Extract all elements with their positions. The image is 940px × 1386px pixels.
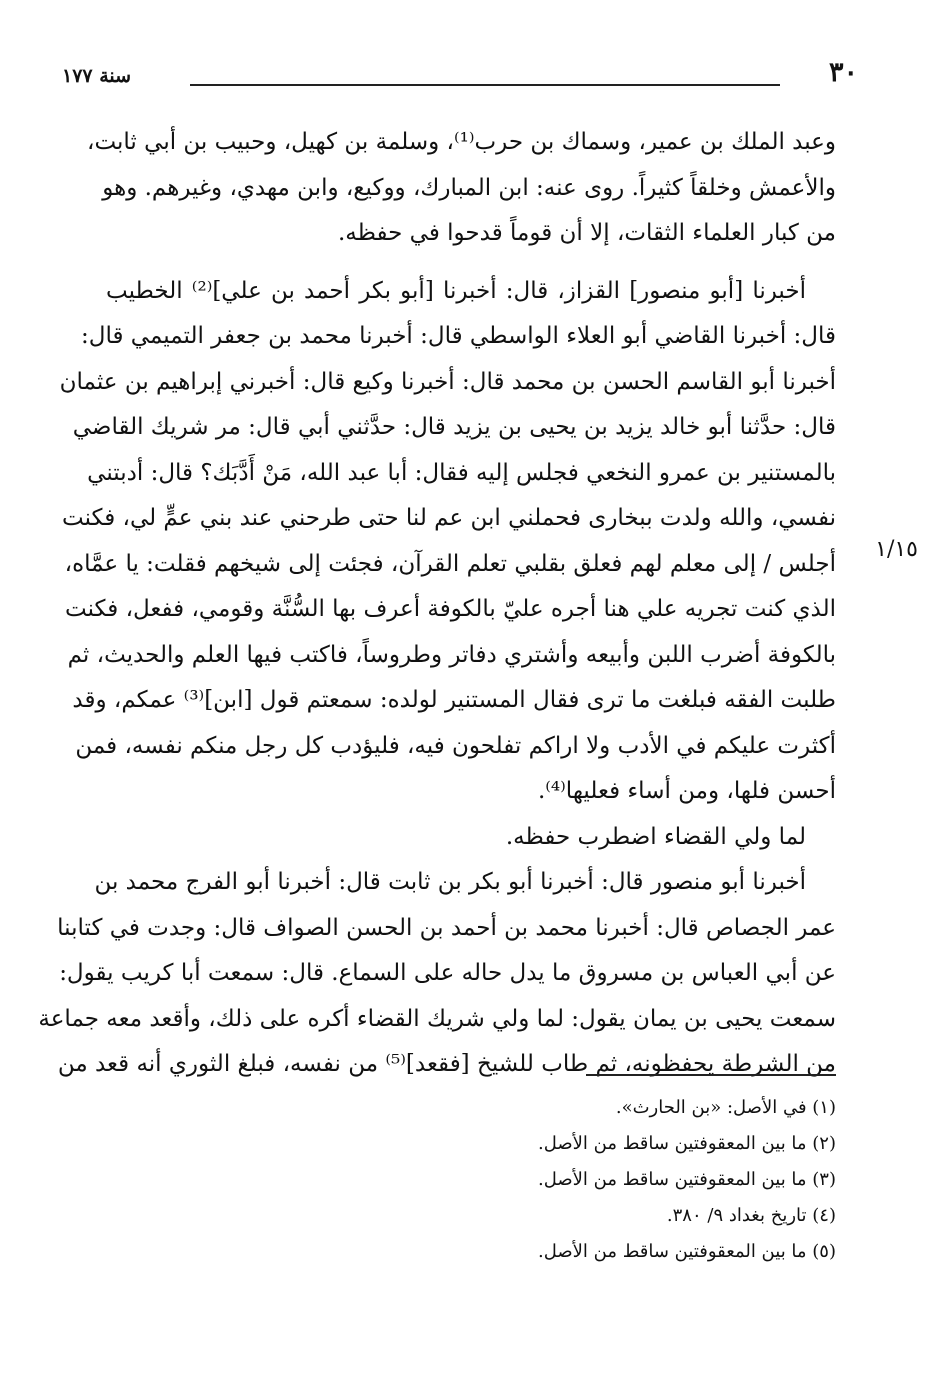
page-number: ٣٠ bbox=[828, 57, 858, 88]
main-text bbox=[38, 120, 836, 1088]
text-line: أخبرنا [أبو منصور] القزاز، قال: أخبرنا [أبو بكر أحمد بن علي]⁽²⁾ الخطيب bbox=[106, 277, 806, 304]
text-line: عن أبي العباس بن مسروق ما يدل حاله على السماع. قال: سمعت أبا كريب يقول: bbox=[59, 960, 836, 986]
margin-folio-note: ١/١٥ bbox=[875, 537, 918, 562]
text-line: نفسي، والله ولدت ببخارى فحملني ابن عم لنا حتى طرحني عند بني عمٍّ لي، فكنت bbox=[61, 505, 836, 531]
text-line: والأعمش وخلقاً كثيراً. روى عنه: ابن المبارك، ووكيع، وابن مهدي، وغيرهم. وهو bbox=[102, 174, 836, 201]
text-line: من الشرطة يحفظونه، ثم طاب للشيخ [فقعد]⁽⁵⁾ من نفسه، فبلغ الثوري أنه قعد من bbox=[57, 1051, 836, 1077]
text-line: أخبرنا أبو منصور قال: أخبرنا أبو بكر بن ثابت قال: أخبرنا أبو الفرج محمد بن bbox=[94, 869, 806, 895]
text-line: قال: أخبرنا القاضي أبو العلاء الواسطي قال: أخبرنا محمد بن جعفر التميمي قال: bbox=[81, 323, 836, 349]
text-line: بالمستنير بن عمرو النخعي فجلس إليه فقال: أبا عبد الله، مَنْ أَدَّبَك؟ قال: أدبتني bbox=[87, 459, 836, 486]
text-line: لما ولي القضاء اضطرب حفظه. bbox=[505, 823, 806, 850]
header-rule bbox=[190, 84, 780, 86]
footnote-separator bbox=[586, 1074, 836, 1076]
text-line: قال: حدَّثنا أبو خالد يزيد بن يحيى بن يزيد قال: حدَّثني أبي قال: مر شريك القاضي bbox=[72, 414, 836, 440]
text-line: أخبرنا أبو القاسم الحسن بن محمد قال: أخبرنا وكيع قال: أخبرني إبراهيم بن عثمان bbox=[59, 368, 836, 395]
paragraph-gap bbox=[106, 257, 836, 269]
text-line: أكثرت عليكم في الأدب ولا اراكم تفلحون فيه، فليؤدب كل رجل منكم نفسه، فمن bbox=[75, 732, 836, 759]
footnote: (٤) تاريخ بغداد ٩/ ٣٨٠. bbox=[666, 1205, 836, 1226]
text-line: طلبت الفقه فبلغت ما ترى فقال المستنير لولده: سمعتم قول [ابن]⁽³⁾ عمكم، وقد bbox=[72, 687, 836, 713]
text-line: سمعت يحيى بن يمان يقول: لما ولي شريك القضاء أكره على ذلك، وأقعد معه جماعة bbox=[38, 1005, 836, 1032]
page-header bbox=[62, 58, 858, 92]
text-line: الذي كنت تجريه علي هنا أجره عليّ بالكوفة أعرف بها السُّنَّة وقومي، ففعل، فكنت bbox=[65, 596, 836, 622]
running-head: سنة ١٧٧ bbox=[62, 65, 132, 87]
text-line: عمر الجصاص قال: أخبرنا محمد بن أحمد بن الحسن الصواف قال: وجدت في كتابنا bbox=[57, 914, 836, 941]
footnote: (١) في الأصل: «بن الحارث». bbox=[615, 1097, 836, 1118]
text-line: من كبار العلماء الثقات، إلا أن قوماً قدحوا في حفظه. bbox=[338, 220, 836, 246]
text-line: وعبد الملك بن عمير، وسماك بن حرب⁽¹⁾، وسلمة بن كهيل، وحبيب بن أبي ثابت، bbox=[87, 129, 836, 155]
text-line: أجلس / إلى معلم لهم فعلق بقلبي تعلم القرآن، فجئت إلى شيخهم فقلت: يا عمَّاه، bbox=[64, 550, 836, 577]
footnote: (٣) ما بين المعقوفتين ساقط من الأصل. bbox=[538, 1169, 836, 1190]
footnote: (٢) ما بين المعقوفتين ساقط من الأصل. bbox=[538, 1133, 836, 1154]
footnotes bbox=[106, 1090, 836, 1270]
footnote: (٥) ما بين المعقوفتين ساقط من الأصل. bbox=[538, 1241, 836, 1262]
text-line: بالكوفة أضرب اللبن وأبيعه وأشتري دفاتر وطروساً، فاكتب فيها العلم والحديث، ثم bbox=[67, 641, 836, 668]
text-line: أحسن فلها، ومن أساء فعليها⁽⁴⁾. bbox=[537, 778, 836, 804]
